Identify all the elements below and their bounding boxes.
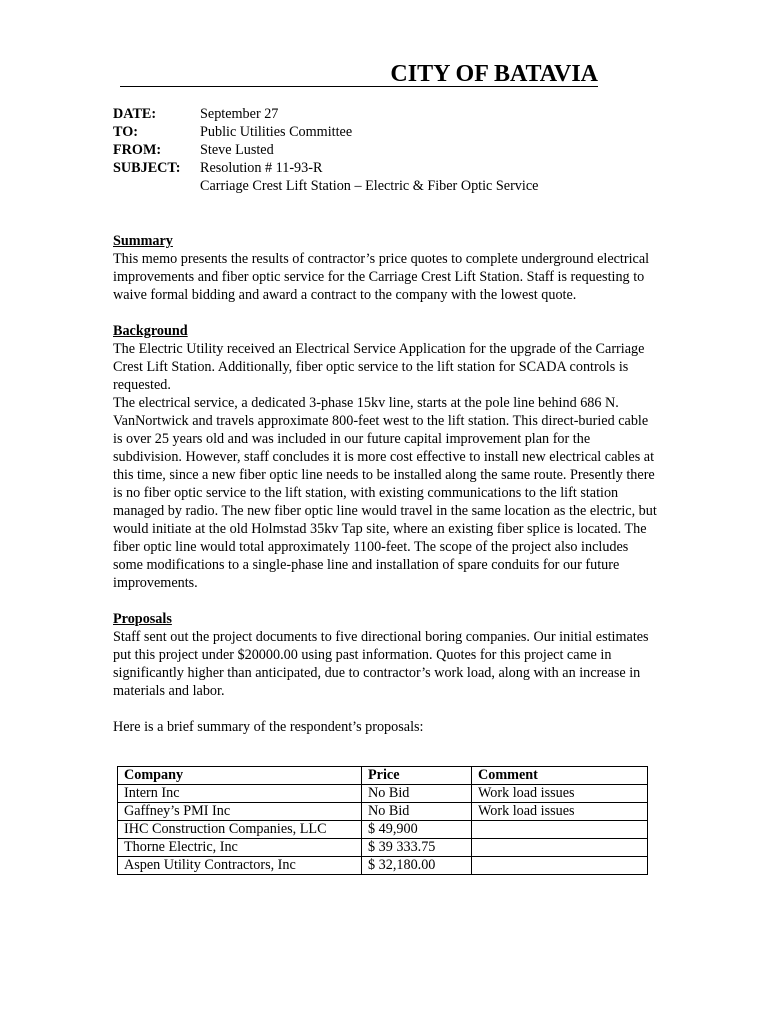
table-cell: No Bid [362, 785, 472, 803]
table-cell: $ 39 333.75 [362, 839, 472, 857]
header-row-subject-cont [113, 177, 538, 195]
memo-header [113, 105, 538, 195]
table-cell: Work load issues [472, 803, 648, 821]
proposals-table [117, 766, 648, 875]
table-row [118, 803, 648, 821]
header-label: SUBJECT: [113, 160, 181, 176]
section-paragraph: This memo presents the results of contractor’s price quotes to complete underground electrical improvements and fiber optic service for the Carriage Crest Lift Station. Staff is requesting to waive formal bidding and award a contract to the company with the lowest quote. [113, 251, 650, 303]
header-row-to [113, 123, 538, 141]
header-row-from [113, 141, 538, 159]
table-cell: No Bid [362, 803, 472, 821]
column-header: Comment [472, 767, 648, 785]
memo-body [113, 232, 658, 736]
table-cell: Thorne Electric, Inc [118, 839, 362, 857]
document-title: CITY OF BATAVIA [390, 61, 598, 87]
table-row [118, 839, 648, 857]
section-summary [113, 232, 658, 304]
section-background [113, 322, 658, 592]
table-cell: $ 32,180.00 [362, 857, 472, 875]
table-cell: IHC Construction Companies, LLC [118, 821, 362, 839]
section-paragraph: The electrical service, a dedicated 3-phase 15kv line, starts at the pole line behind 686 N. VanNortwick and travels approximate 800-feet west to the lift station. This direct-buried cable is over 25 years old and was included in our future capital improvement plan for the subdivision. However, staff concludes it is more cost effective to install new electrical cables at this time, since a new fiber optic line needs to be installed along the same route. Presently there is no fiber optic service to the lift station, with existing communications to the lift station managed by radio. The new fiber optic line would travel in the same location as the electric, but would initiate at the old Holmstad 35kv Tap site, where an existing fiber splice is located. The fiber optic line would total approximately 1100-feet. The scope of the project also includes some modifications to a single-phase line and installation of spare conduits for our future improvements. [113, 395, 657, 591]
header-value: Resolution # 11-93-R [200, 160, 323, 176]
table-row [118, 785, 648, 803]
table-cell: Aspen Utility Contractors, Inc [118, 857, 362, 875]
title-block [120, 60, 598, 90]
table-cell [472, 839, 648, 857]
table-intro: Here is a brief summary of the respondent’s proposals: [113, 719, 424, 735]
section-heading: Summary [113, 233, 173, 249]
section-heading: Background [113, 323, 188, 339]
table-row [118, 857, 648, 875]
table-cell [472, 821, 648, 839]
column-header: Price [362, 767, 472, 785]
table-cell: Intern Inc [118, 785, 362, 803]
header-value: Carriage Crest Lift Station – Electric & Fiber Optic Service [200, 178, 539, 194]
table-cell [472, 857, 648, 875]
section-paragraph: The Electric Utility received an Electrical Service Application for the upgrade of the Carriage Crest Lift Station. Additionally, fiber optic service to the lift station for SCADA controls is requested. [113, 341, 645, 393]
section-proposals [113, 610, 658, 700]
header-label: FROM: [113, 142, 162, 158]
table-header-row [118, 767, 648, 785]
section-heading: Proposals [113, 611, 172, 627]
header-row-date [113, 105, 538, 123]
header-label: DATE: [113, 106, 157, 122]
header-value: Public Utilities Committee [200, 124, 353, 140]
header-row-subject [113, 159, 538, 177]
header-value: Steve Lusted [200, 142, 274, 158]
table-cell: Gaffney’s PMI Inc [118, 803, 362, 821]
header-value: September 27 [200, 106, 279, 122]
table-cell: Work load issues [472, 785, 648, 803]
header-label [113, 177, 200, 195]
header-label: TO: [113, 124, 138, 140]
table-cell: $ 49,900 [362, 821, 472, 839]
section-paragraph: Staff sent out the project documents to five directional boring companies. Our initial estimates put this project under $20000.00 using past information. Quotes for this project came in significantly higher than anticipated, due to contractor’s work load, along with an increase in materials and labor. [113, 629, 649, 699]
column-header: Company [118, 767, 362, 785]
table-row [118, 821, 648, 839]
